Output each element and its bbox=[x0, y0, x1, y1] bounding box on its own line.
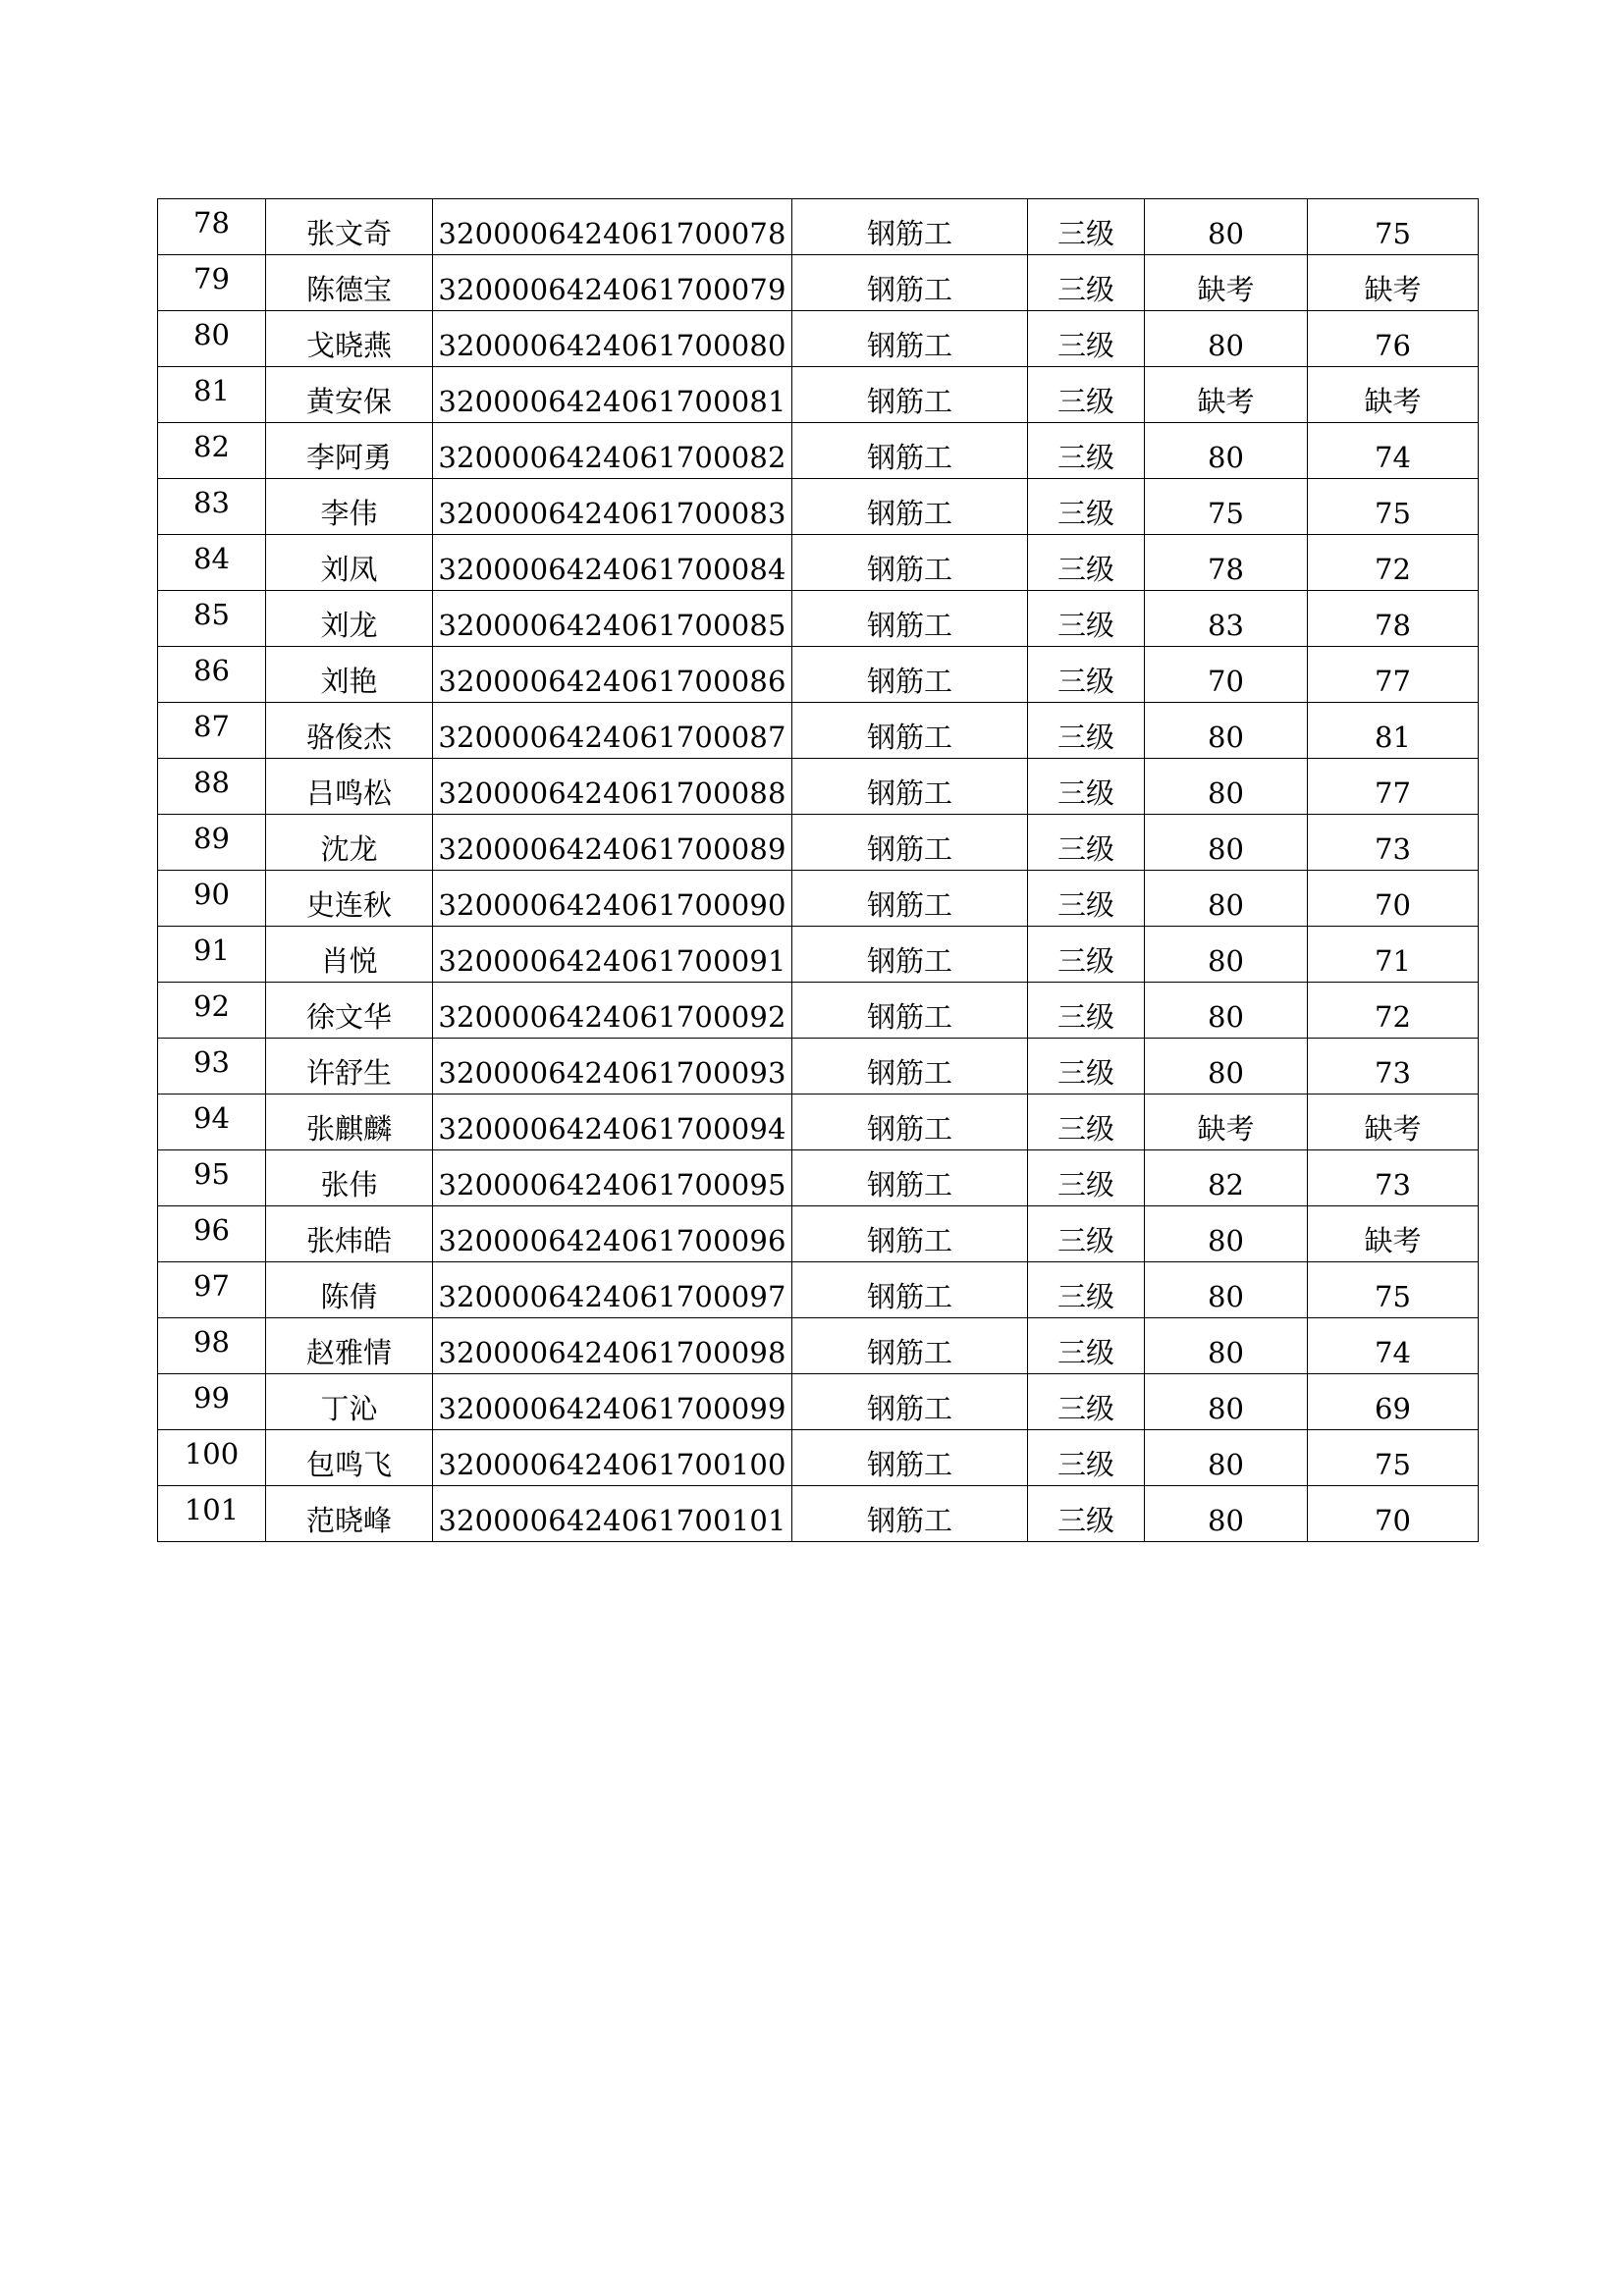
occupation-cell: 钢筋工 bbox=[792, 983, 1028, 1039]
practical-score-cell: 78 bbox=[1308, 591, 1479, 647]
practical-score-cell: 81 bbox=[1308, 703, 1479, 759]
theory-score-cell: 83 bbox=[1145, 591, 1308, 647]
serial-number-cell: 79 bbox=[158, 255, 266, 311]
theory-score-cell: 78 bbox=[1145, 535, 1308, 591]
theory-score-cell: 70 bbox=[1145, 647, 1308, 703]
table-row bbox=[158, 1318, 1479, 1374]
occupation-cell: 钢筋工 bbox=[792, 1150, 1028, 1206]
table-row bbox=[158, 1150, 1479, 1206]
certificate-id-cell: 3200006424061700091 bbox=[433, 927, 792, 983]
occupation-cell: 钢筋工 bbox=[792, 255, 1028, 311]
occupation-cell: 钢筋工 bbox=[792, 1262, 1028, 1318]
certificate-id-cell: 3200006424061700099 bbox=[433, 1374, 792, 1430]
theory-score-cell: 80 bbox=[1145, 199, 1308, 255]
name-cell: 徐文华 bbox=[266, 983, 433, 1039]
practical-score-cell: 75 bbox=[1308, 199, 1479, 255]
certificate-id-cell: 3200006424061700093 bbox=[433, 1039, 792, 1095]
level-cell: 三级 bbox=[1028, 423, 1145, 479]
practical-score-cell: 70 bbox=[1308, 1486, 1479, 1542]
theory-score-cell: 缺考 bbox=[1145, 255, 1308, 311]
score-table-body bbox=[158, 199, 1479, 1542]
practical-score-cell: 73 bbox=[1308, 1039, 1479, 1095]
practical-score-cell: 70 bbox=[1308, 871, 1479, 927]
table-row bbox=[158, 815, 1479, 871]
name-cell: 刘龙 bbox=[266, 591, 433, 647]
level-cell: 三级 bbox=[1028, 1318, 1145, 1374]
serial-number-cell: 82 bbox=[158, 423, 266, 479]
level-cell: 三级 bbox=[1028, 815, 1145, 871]
theory-score-cell: 80 bbox=[1145, 1262, 1308, 1318]
certificate-id-cell: 3200006424061700088 bbox=[433, 759, 792, 815]
practical-score-cell: 69 bbox=[1308, 1374, 1479, 1430]
occupation-cell: 钢筋工 bbox=[792, 871, 1028, 927]
level-cell: 三级 bbox=[1028, 927, 1145, 983]
theory-score-cell: 80 bbox=[1145, 983, 1308, 1039]
practical-score-cell: 75 bbox=[1308, 479, 1479, 535]
theory-score-cell: 80 bbox=[1145, 1374, 1308, 1430]
certificate-id-cell: 3200006424061700081 bbox=[433, 367, 792, 423]
occupation-cell: 钢筋工 bbox=[792, 1095, 1028, 1150]
level-cell: 三级 bbox=[1028, 1039, 1145, 1095]
table-row bbox=[158, 1430, 1479, 1486]
certificate-id-cell: 3200006424061700083 bbox=[433, 479, 792, 535]
level-cell: 三级 bbox=[1028, 535, 1145, 591]
certificate-id-cell: 3200006424061700080 bbox=[433, 311, 792, 367]
level-cell: 三级 bbox=[1028, 759, 1145, 815]
serial-number-cell: 97 bbox=[158, 1262, 266, 1318]
level-cell: 三级 bbox=[1028, 1150, 1145, 1206]
serial-number-cell: 86 bbox=[158, 647, 266, 703]
occupation-cell: 钢筋工 bbox=[792, 815, 1028, 871]
name-cell: 丁沁 bbox=[266, 1374, 433, 1430]
theory-score-cell: 80 bbox=[1145, 759, 1308, 815]
serial-number-cell: 83 bbox=[158, 479, 266, 535]
practical-score-cell: 71 bbox=[1308, 927, 1479, 983]
table-row bbox=[158, 367, 1479, 423]
serial-number-cell: 81 bbox=[158, 367, 266, 423]
table-row bbox=[158, 591, 1479, 647]
practical-score-cell: 73 bbox=[1308, 815, 1479, 871]
level-cell: 三级 bbox=[1028, 367, 1145, 423]
theory-score-cell: 80 bbox=[1145, 1486, 1308, 1542]
theory-score-cell: 80 bbox=[1145, 703, 1308, 759]
level-cell: 三级 bbox=[1028, 311, 1145, 367]
serial-number-cell: 89 bbox=[158, 815, 266, 871]
level-cell: 三级 bbox=[1028, 479, 1145, 535]
occupation-cell: 钢筋工 bbox=[792, 1039, 1028, 1095]
occupation-cell: 钢筋工 bbox=[792, 1430, 1028, 1486]
serial-number-cell: 90 bbox=[158, 871, 266, 927]
theory-score-cell: 75 bbox=[1145, 479, 1308, 535]
serial-number-cell: 93 bbox=[158, 1039, 266, 1095]
serial-number-cell: 101 bbox=[158, 1486, 266, 1542]
practical-score-cell: 72 bbox=[1308, 983, 1479, 1039]
score-table bbox=[157, 198, 1479, 1542]
level-cell: 三级 bbox=[1028, 1486, 1145, 1542]
name-cell: 沈龙 bbox=[266, 815, 433, 871]
occupation-cell: 钢筋工 bbox=[792, 647, 1028, 703]
theory-score-cell: 80 bbox=[1145, 871, 1308, 927]
level-cell: 三级 bbox=[1028, 1095, 1145, 1150]
serial-number-cell: 94 bbox=[158, 1095, 266, 1150]
name-cell: 史连秋 bbox=[266, 871, 433, 927]
theory-score-cell: 80 bbox=[1145, 1039, 1308, 1095]
name-cell: 张伟 bbox=[266, 1150, 433, 1206]
serial-number-cell: 92 bbox=[158, 983, 266, 1039]
occupation-cell: 钢筋工 bbox=[792, 479, 1028, 535]
practical-score-cell: 75 bbox=[1308, 1262, 1479, 1318]
practical-score-cell: 76 bbox=[1308, 311, 1479, 367]
table-row bbox=[158, 871, 1479, 927]
table-row bbox=[158, 759, 1479, 815]
certificate-id-cell: 3200006424061700084 bbox=[433, 535, 792, 591]
certificate-id-cell: 3200006424061700079 bbox=[433, 255, 792, 311]
serial-number-cell: 99 bbox=[158, 1374, 266, 1430]
name-cell: 黄安保 bbox=[266, 367, 433, 423]
serial-number-cell: 84 bbox=[158, 535, 266, 591]
occupation-cell: 钢筋工 bbox=[792, 367, 1028, 423]
theory-score-cell: 80 bbox=[1145, 1206, 1308, 1262]
theory-score-cell: 缺考 bbox=[1145, 367, 1308, 423]
theory-score-cell: 80 bbox=[1145, 423, 1308, 479]
level-cell: 三级 bbox=[1028, 871, 1145, 927]
serial-number-cell: 85 bbox=[158, 591, 266, 647]
table-row bbox=[158, 1486, 1479, 1542]
name-cell: 陈倩 bbox=[266, 1262, 433, 1318]
certificate-id-cell: 3200006424061700094 bbox=[433, 1095, 792, 1150]
level-cell: 三级 bbox=[1028, 983, 1145, 1039]
occupation-cell: 钢筋工 bbox=[792, 591, 1028, 647]
level-cell: 三级 bbox=[1028, 1262, 1145, 1318]
practical-score-cell: 缺考 bbox=[1308, 255, 1479, 311]
theory-score-cell: 80 bbox=[1145, 927, 1308, 983]
occupation-cell: 钢筋工 bbox=[792, 1486, 1028, 1542]
occupation-cell: 钢筋工 bbox=[792, 423, 1028, 479]
table-row bbox=[158, 1206, 1479, 1262]
table-row bbox=[158, 311, 1479, 367]
table-row bbox=[158, 255, 1479, 311]
serial-number-cell: 91 bbox=[158, 927, 266, 983]
level-cell: 三级 bbox=[1028, 199, 1145, 255]
name-cell: 张炜皓 bbox=[266, 1206, 433, 1262]
practical-score-cell: 缺考 bbox=[1308, 367, 1479, 423]
name-cell: 李阿勇 bbox=[266, 423, 433, 479]
table-row bbox=[158, 1095, 1479, 1150]
serial-number-cell: 88 bbox=[158, 759, 266, 815]
serial-number-cell: 95 bbox=[158, 1150, 266, 1206]
name-cell: 范晓峰 bbox=[266, 1486, 433, 1542]
certificate-id-cell: 3200006424061700082 bbox=[433, 423, 792, 479]
occupation-cell: 钢筋工 bbox=[792, 199, 1028, 255]
serial-number-cell: 80 bbox=[158, 311, 266, 367]
name-cell: 刘艳 bbox=[266, 647, 433, 703]
name-cell: 刘凤 bbox=[266, 535, 433, 591]
table-row bbox=[158, 703, 1479, 759]
serial-number-cell: 87 bbox=[158, 703, 266, 759]
certificate-id-cell: 3200006424061700078 bbox=[433, 199, 792, 255]
certificate-id-cell: 3200006424061700096 bbox=[433, 1206, 792, 1262]
name-cell: 陈德宝 bbox=[266, 255, 433, 311]
table-row bbox=[158, 479, 1479, 535]
table-row bbox=[158, 199, 1479, 255]
level-cell: 三级 bbox=[1028, 647, 1145, 703]
table-row bbox=[158, 1374, 1479, 1430]
theory-score-cell: 80 bbox=[1145, 1318, 1308, 1374]
table-row bbox=[158, 423, 1479, 479]
practical-score-cell: 74 bbox=[1308, 423, 1479, 479]
name-cell: 许舒生 bbox=[266, 1039, 433, 1095]
name-cell: 骆俊杰 bbox=[266, 703, 433, 759]
certificate-id-cell: 3200006424061700085 bbox=[433, 591, 792, 647]
occupation-cell: 钢筋工 bbox=[792, 535, 1028, 591]
level-cell: 三级 bbox=[1028, 703, 1145, 759]
practical-score-cell: 73 bbox=[1308, 1150, 1479, 1206]
practical-score-cell: 72 bbox=[1308, 535, 1479, 591]
theory-score-cell: 缺考 bbox=[1145, 1095, 1308, 1150]
occupation-cell: 钢筋工 bbox=[792, 927, 1028, 983]
table-row bbox=[158, 1039, 1479, 1095]
table-row bbox=[158, 535, 1479, 591]
certificate-id-cell: 3200006424061700100 bbox=[433, 1430, 792, 1486]
level-cell: 三级 bbox=[1028, 1374, 1145, 1430]
serial-number-cell: 96 bbox=[158, 1206, 266, 1262]
name-cell: 戈晓燕 bbox=[266, 311, 433, 367]
name-cell: 李伟 bbox=[266, 479, 433, 535]
table-row bbox=[158, 983, 1479, 1039]
certificate-id-cell: 3200006424061700092 bbox=[433, 983, 792, 1039]
occupation-cell: 钢筋工 bbox=[792, 703, 1028, 759]
certificate-id-cell: 3200006424061700089 bbox=[433, 815, 792, 871]
name-cell: 包鸣飞 bbox=[266, 1430, 433, 1486]
practical-score-cell: 75 bbox=[1308, 1430, 1479, 1486]
certificate-id-cell: 3200006424061700098 bbox=[433, 1318, 792, 1374]
name-cell: 张麒麟 bbox=[266, 1095, 433, 1150]
certificate-id-cell: 3200006424061700097 bbox=[433, 1262, 792, 1318]
name-cell: 赵雅情 bbox=[266, 1318, 433, 1374]
certificate-id-cell: 3200006424061700090 bbox=[433, 871, 792, 927]
practical-score-cell: 77 bbox=[1308, 759, 1479, 815]
occupation-cell: 钢筋工 bbox=[792, 311, 1028, 367]
theory-score-cell: 80 bbox=[1145, 311, 1308, 367]
level-cell: 三级 bbox=[1028, 1430, 1145, 1486]
occupation-cell: 钢筋工 bbox=[792, 759, 1028, 815]
occupation-cell: 钢筋工 bbox=[792, 1206, 1028, 1262]
level-cell: 三级 bbox=[1028, 1206, 1145, 1262]
serial-number-cell: 98 bbox=[158, 1318, 266, 1374]
serial-number-cell: 78 bbox=[158, 199, 266, 255]
level-cell: 三级 bbox=[1028, 255, 1145, 311]
name-cell: 吕鸣松 bbox=[266, 759, 433, 815]
practical-score-cell: 74 bbox=[1308, 1318, 1479, 1374]
occupation-cell: 钢筋工 bbox=[792, 1374, 1028, 1430]
certificate-id-cell: 3200006424061700087 bbox=[433, 703, 792, 759]
serial-number-cell: 100 bbox=[158, 1430, 266, 1486]
practical-score-cell: 缺考 bbox=[1308, 1206, 1479, 1262]
theory-score-cell: 80 bbox=[1145, 815, 1308, 871]
occupation-cell: 钢筋工 bbox=[792, 1318, 1028, 1374]
theory-score-cell: 80 bbox=[1145, 1430, 1308, 1486]
practical-score-cell: 缺考 bbox=[1308, 1095, 1479, 1150]
table-row bbox=[158, 927, 1479, 983]
name-cell: 张文奇 bbox=[266, 199, 433, 255]
name-cell: 肖悦 bbox=[266, 927, 433, 983]
table-row bbox=[158, 1262, 1479, 1318]
table-row bbox=[158, 647, 1479, 703]
practical-score-cell: 77 bbox=[1308, 647, 1479, 703]
theory-score-cell: 82 bbox=[1145, 1150, 1308, 1206]
certificate-id-cell: 3200006424061700095 bbox=[433, 1150, 792, 1206]
level-cell: 三级 bbox=[1028, 591, 1145, 647]
certificate-id-cell: 3200006424061700086 bbox=[433, 647, 792, 703]
certificate-id-cell: 3200006424061700101 bbox=[433, 1486, 792, 1542]
